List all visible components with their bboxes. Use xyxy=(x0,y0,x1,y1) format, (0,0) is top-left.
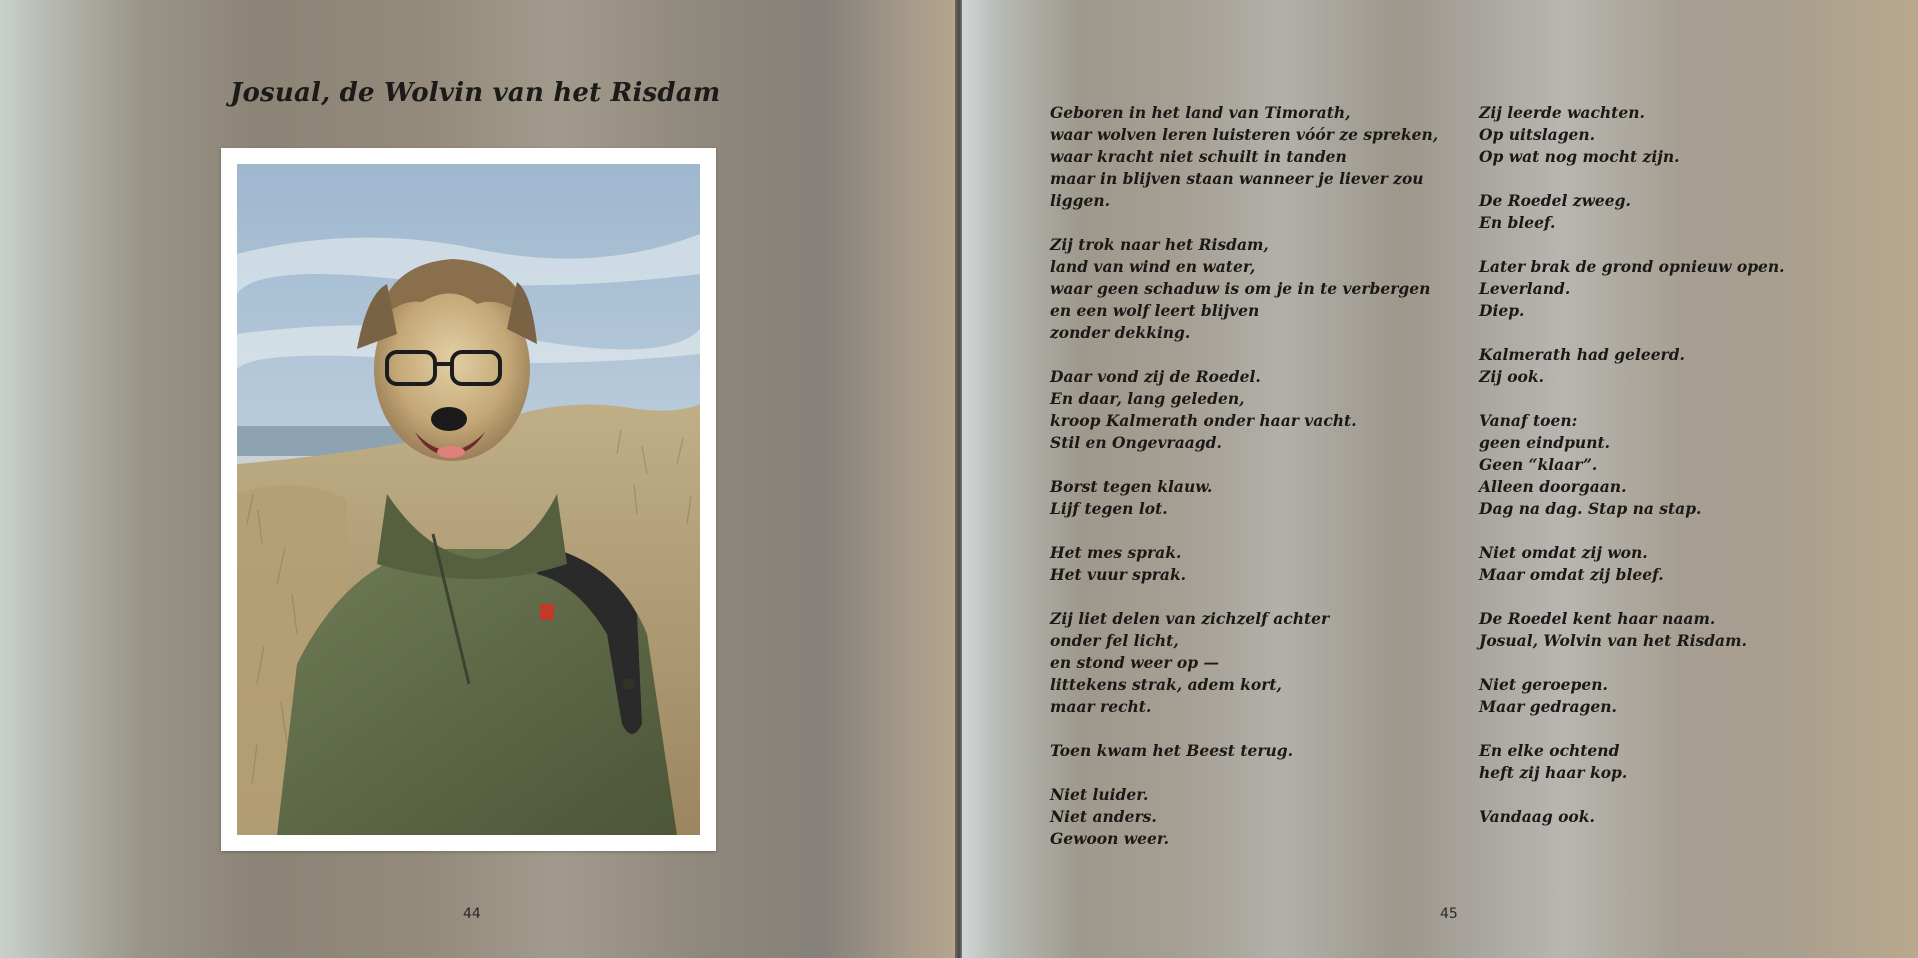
poem-stanza xyxy=(1479,102,1839,168)
poem-line: land van wind en water, xyxy=(1050,257,1256,276)
poem-stanza xyxy=(1050,476,1430,520)
poem-stanza xyxy=(1479,674,1839,718)
poem-stanza xyxy=(1479,190,1839,234)
poem-line: Toen kwam het Beest terug. xyxy=(1050,741,1294,760)
poem-line: littekens strak, adem kort, xyxy=(1050,675,1282,694)
poem-line: Zij leerde wachten. xyxy=(1479,103,1645,122)
poem-line: Niet luider. xyxy=(1050,785,1149,804)
poem-line: Zij ook. xyxy=(1479,367,1545,386)
poem-line: geen eindpunt. xyxy=(1479,433,1611,452)
poem-stanza xyxy=(1479,740,1839,784)
poem-line: Later brak de grond opnieuw open. xyxy=(1479,257,1785,276)
poem-line: De Roedel kent haar naam. xyxy=(1479,609,1716,628)
poem-line: Het vuur sprak. xyxy=(1050,565,1187,584)
poem-line: Het mes sprak. xyxy=(1050,543,1182,562)
page-number-left: 44 xyxy=(463,906,481,922)
wolf-portrait-image xyxy=(237,164,700,835)
poem-line: De Roedel zweeg. xyxy=(1479,191,1631,210)
poem-stanza xyxy=(1479,344,1839,388)
poem-stanza xyxy=(1050,542,1430,586)
poem-line: Zij liet delen van zichzelf achter xyxy=(1050,609,1330,628)
poem-line: Vandaag ook. xyxy=(1479,807,1595,826)
poem-line: Maar gedragen. xyxy=(1479,697,1617,716)
poem-line: Leverland. xyxy=(1479,279,1571,298)
poem-line: En daar, lang geleden, xyxy=(1050,389,1245,408)
poem-line: Op uitslagen. xyxy=(1479,125,1596,144)
page-title: Josual, de Wolvin van het Risdam xyxy=(230,78,721,108)
poem-line: Dag na dag. Stap na stap. xyxy=(1479,499,1702,518)
poem-line: Zij trok naar het Risdam, xyxy=(1050,235,1269,254)
poem-stanza xyxy=(1479,806,1839,828)
poem-line: waar kracht niet schuilt in tanden xyxy=(1050,147,1347,166)
poem-stanza xyxy=(1479,410,1839,520)
page-number-right: 45 xyxy=(1440,906,1458,922)
poem-line: heft zij haar kop. xyxy=(1479,763,1628,782)
poem-line: zonder dekking. xyxy=(1050,323,1191,342)
poem-line: en een wolf leert blijven xyxy=(1050,301,1260,320)
poem-stanza xyxy=(1050,102,1439,212)
poem-stanza xyxy=(1050,784,1430,850)
poem-stanza xyxy=(1050,234,1430,344)
poem-line: liggen. xyxy=(1050,191,1110,210)
poem-line: maar in blijven staan wanneer je liever zou xyxy=(1050,169,1424,188)
poem-line: Lijf tegen lot. xyxy=(1050,499,1168,518)
poem-line: Diep. xyxy=(1479,301,1525,320)
poem-line: Geboren in het land van Timorath, xyxy=(1050,103,1351,122)
poem-line: Josual, Wolvin van het Risdam. xyxy=(1479,631,1747,650)
poem-column-2 xyxy=(1479,102,1839,850)
poem-line: En elke ochtend xyxy=(1479,741,1620,760)
poem-line: Alleen doorgaan. xyxy=(1479,477,1627,496)
poem-line: Geen “klaar”. xyxy=(1479,455,1598,474)
poem-line: Kalmerath had geleerd. xyxy=(1479,345,1685,364)
poem-line: Vanaf toen: xyxy=(1479,411,1578,430)
poem-line: Op wat nog mocht zijn. xyxy=(1479,147,1680,166)
poem-stanza xyxy=(1050,740,1430,762)
poem-line: Borst tegen klauw. xyxy=(1050,477,1213,496)
poem-line: En bleef. xyxy=(1479,213,1556,232)
poem-line: en stond weer op — xyxy=(1050,653,1219,672)
poem-line: waar geen schaduw is om je in te verbergen xyxy=(1050,279,1431,298)
poem-line: Niet omdat zij won. xyxy=(1479,543,1648,562)
poem-stanza xyxy=(1050,366,1430,454)
poem-line: maar recht. xyxy=(1050,697,1152,716)
poem-stanza xyxy=(1479,256,1839,322)
photo-frame xyxy=(221,148,716,851)
poem-line: onder fel licht, xyxy=(1050,631,1179,650)
poem-column-1 xyxy=(1050,102,1439,872)
poem-line: Maar omdat zij bleef. xyxy=(1479,565,1664,584)
poem-line: kroop Kalmerath onder haar vacht. xyxy=(1050,411,1357,430)
poem-stanza xyxy=(1050,608,1430,718)
left-page xyxy=(0,0,958,958)
poem-line: Daar vond zij de Roedel. xyxy=(1050,367,1261,386)
poem-line: Niet anders. xyxy=(1050,807,1157,826)
poem-stanza xyxy=(1479,608,1839,652)
poem-line: Gewoon weer. xyxy=(1050,829,1169,848)
poem-line: Niet geroepen. xyxy=(1479,675,1608,694)
poem-stanza xyxy=(1479,542,1839,586)
poem-line: waar wolven leren luisteren vóór ze spreken, xyxy=(1050,125,1439,144)
poem-line: Stil en Ongevraagd. xyxy=(1050,433,1222,452)
wolf-portrait-illustration xyxy=(237,164,700,835)
